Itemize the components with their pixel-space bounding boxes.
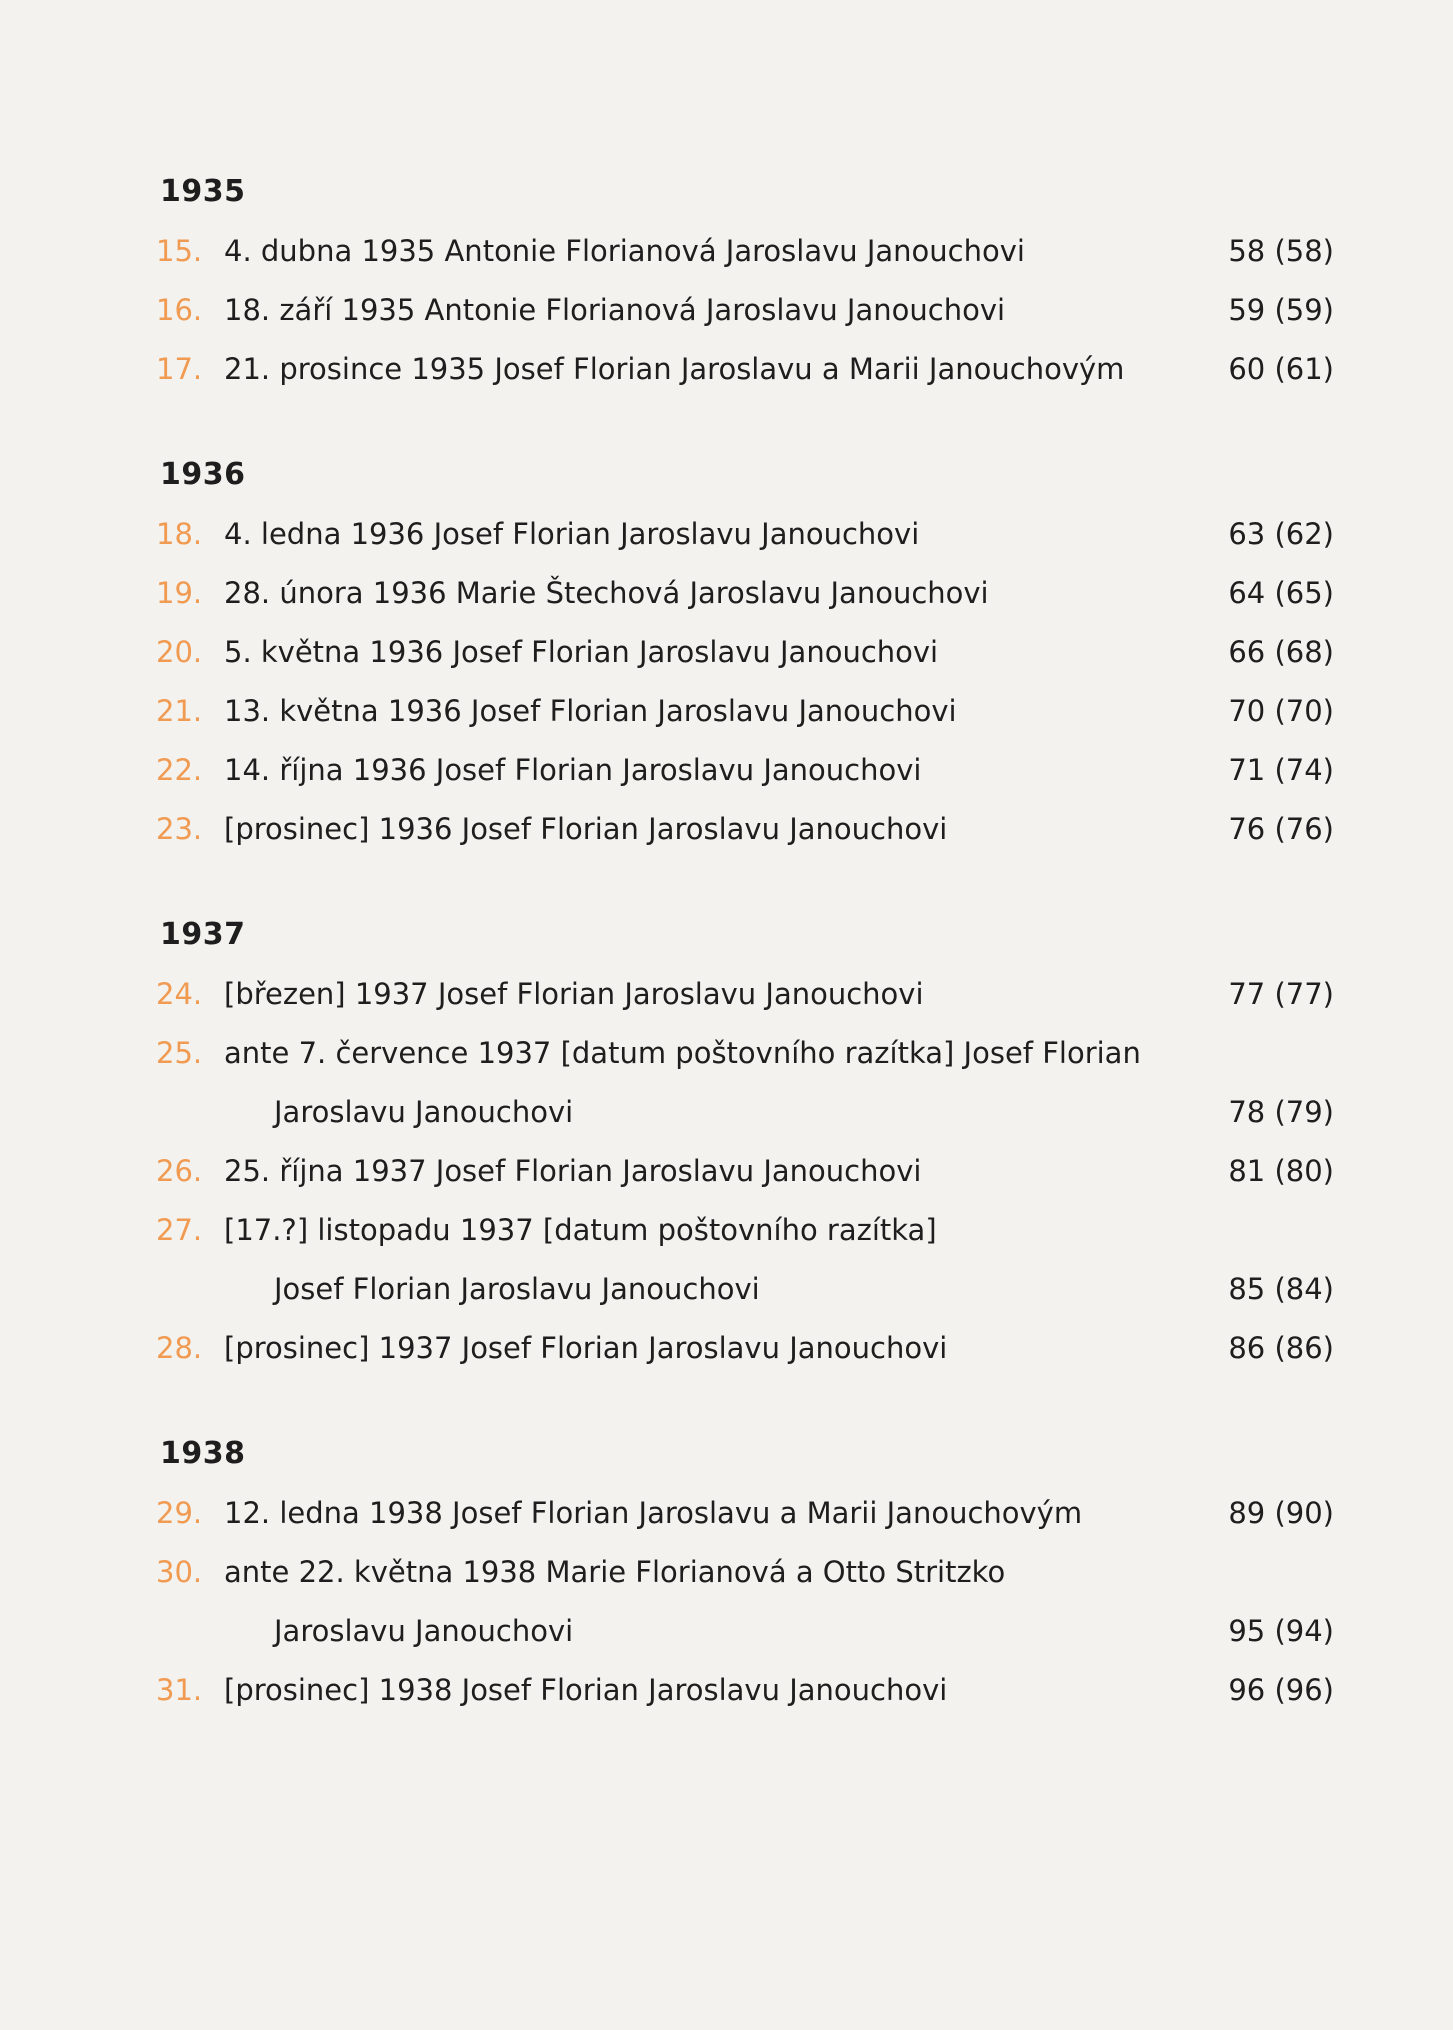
entry-title	[224, 741, 1224, 800]
toc-entry	[0, 564, 1453, 623]
entry-title-line: 4. dubna 1935 Antonie Florianová Jaroslavu Janouchovi	[224, 234, 1025, 268]
entry-title	[224, 965, 1224, 1024]
entry-title	[224, 281, 1224, 340]
entry-title-line: 4. ledna 1936 Josef Florian Jaroslavu Janouchovi	[224, 517, 920, 551]
entry-page-numbers: 89 (90)	[1228, 1496, 1334, 1530]
entry-title	[224, 1661, 1224, 1720]
toc-entry	[0, 222, 1453, 281]
entry-title-line: 21. prosince 1935 Josef Florian Jaroslavu a Marii Janouchovým	[224, 352, 1125, 386]
toc-entry	[0, 682, 1453, 741]
entry-title	[224, 800, 1224, 859]
entry-title	[224, 505, 1224, 564]
entry-page-numbers: 85 (84)	[1228, 1272, 1334, 1306]
toc-entry	[0, 1543, 1453, 1661]
year-heading: 1938	[160, 1436, 246, 1471]
entry-number: 29.	[156, 1496, 203, 1530]
toc-entry	[0, 1484, 1453, 1543]
toc-entry	[0, 1201, 1453, 1319]
entry-title-line: Josef Florian Jaroslavu Janouchovi	[274, 1272, 760, 1306]
entry-page-numbers: 76 (76)	[1228, 812, 1334, 846]
toc-entry	[0, 623, 1453, 682]
year-section	[0, 170, 1453, 399]
entry-number: 26.	[156, 1154, 203, 1188]
entry-title-line: [prosinec] 1938 Josef Florian Jaroslavu Janouchovi	[224, 1673, 948, 1707]
entry-number: 27.	[156, 1213, 203, 1247]
entry-number: 25.	[156, 1036, 203, 1070]
entry-page-numbers: 86 (86)	[1228, 1331, 1334, 1365]
year-section	[0, 1432, 1453, 1720]
entry-title-line: 13. května 1936 Josef Florian Jaroslavu Janouchovi	[224, 694, 957, 728]
entry-page-numbers: 95 (94)	[1228, 1614, 1334, 1648]
toc-entry	[0, 741, 1453, 800]
year-section	[0, 453, 1453, 859]
toc-entry	[0, 340, 1453, 399]
entry-page-numbers: 81 (80)	[1228, 1154, 1334, 1188]
entry-title-line: 12. ledna 1938 Josef Florian Jaroslavu a Marii Janouchovým	[224, 1496, 1083, 1530]
entry-number: 24.	[156, 977, 203, 1011]
entry-title	[224, 682, 1224, 741]
entry-page-numbers: 64 (65)	[1228, 576, 1334, 610]
entry-number: 15.	[156, 234, 203, 268]
toc-entry	[0, 505, 1453, 564]
toc-entry	[0, 1661, 1453, 1720]
entry-page-numbers: 60 (61)	[1228, 352, 1334, 386]
entry-number: 30.	[156, 1555, 203, 1589]
toc-entry	[0, 1024, 1453, 1142]
entry-title	[224, 1201, 1224, 1319]
year-heading: 1936	[160, 457, 246, 492]
entry-page-numbers: 63 (62)	[1228, 517, 1334, 551]
entry-number: 31.	[156, 1673, 203, 1707]
entry-page-numbers: 96 (96)	[1228, 1673, 1334, 1707]
toc-entry	[0, 1319, 1453, 1378]
entry-title-line: 25. října 1937 Josef Florian Jaroslavu Janouchovi	[224, 1154, 922, 1188]
entry-number: 16.	[156, 293, 203, 327]
entry-page-numbers: 70 (70)	[1228, 694, 1334, 728]
entry-title-line: 28. února 1936 Marie Štechová Jaroslavu Janouchovi	[224, 576, 989, 610]
entry-title-line: Jaroslavu Janouchovi	[274, 1614, 574, 1648]
entry-title-line: 18. září 1935 Antonie Florianová Jaroslavu Janouchovi	[224, 293, 1006, 327]
entry-title-line: 14. října 1936 Josef Florian Jaroslavu Janouchovi	[224, 753, 922, 787]
entry-number: 18.	[156, 517, 203, 551]
entry-page-numbers: 71 (74)	[1228, 753, 1334, 787]
entry-page-numbers: 58 (58)	[1228, 234, 1334, 268]
entry-number: 19.	[156, 576, 203, 610]
entry-title-line: ante 7. července 1937 [datum poštovního razítka] Josef Florian	[224, 1036, 1141, 1070]
entry-page-numbers: 59 (59)	[1228, 293, 1334, 327]
toc-entry	[0, 800, 1453, 859]
entry-number: 21.	[156, 694, 203, 728]
entry-title-line: ante 22. května 1938 Marie Florianová a Otto Stritzko	[224, 1555, 1006, 1589]
entry-title	[224, 1543, 1224, 1661]
entry-title	[224, 222, 1224, 281]
entry-title	[224, 623, 1224, 682]
entry-title-line: 5. května 1936 Josef Florian Jaroslavu Janouchovi	[224, 635, 939, 669]
entry-number: 22.	[156, 753, 203, 787]
toc-entry	[0, 1142, 1453, 1201]
entry-title	[224, 1484, 1224, 1543]
entry-title	[224, 340, 1224, 399]
entry-number: 23.	[156, 812, 203, 846]
entry-title-line: [prosinec] 1937 Josef Florian Jaroslavu Janouchovi	[224, 1331, 948, 1365]
entry-title	[224, 1319, 1224, 1378]
entry-number: 17.	[156, 352, 203, 386]
year-heading: 1935	[160, 174, 246, 209]
entry-page-numbers: 77 (77)	[1228, 977, 1334, 1011]
entry-title	[224, 1142, 1224, 1201]
entry-page-numbers: 78 (79)	[1228, 1095, 1334, 1129]
toc-entry	[0, 281, 1453, 340]
entry-number: 28.	[156, 1331, 203, 1365]
year-heading: 1937	[160, 917, 246, 952]
year-section	[0, 913, 1453, 1378]
entry-title-line: [17.?] listopadu 1937 [datum poštovního razítka]	[224, 1213, 937, 1247]
entry-title-line: Jaroslavu Janouchovi	[274, 1095, 574, 1129]
entry-number: 20.	[156, 635, 203, 669]
entry-title	[224, 564, 1224, 623]
toc-entry	[0, 965, 1453, 1024]
entry-title-line: [březen] 1937 Josef Florian Jaroslavu Janouchovi	[224, 977, 924, 1011]
entry-title	[224, 1024, 1224, 1142]
entry-title-line: [prosinec] 1936 Josef Florian Jaroslavu Janouchovi	[224, 812, 948, 846]
entry-page-numbers: 66 (68)	[1228, 635, 1334, 669]
